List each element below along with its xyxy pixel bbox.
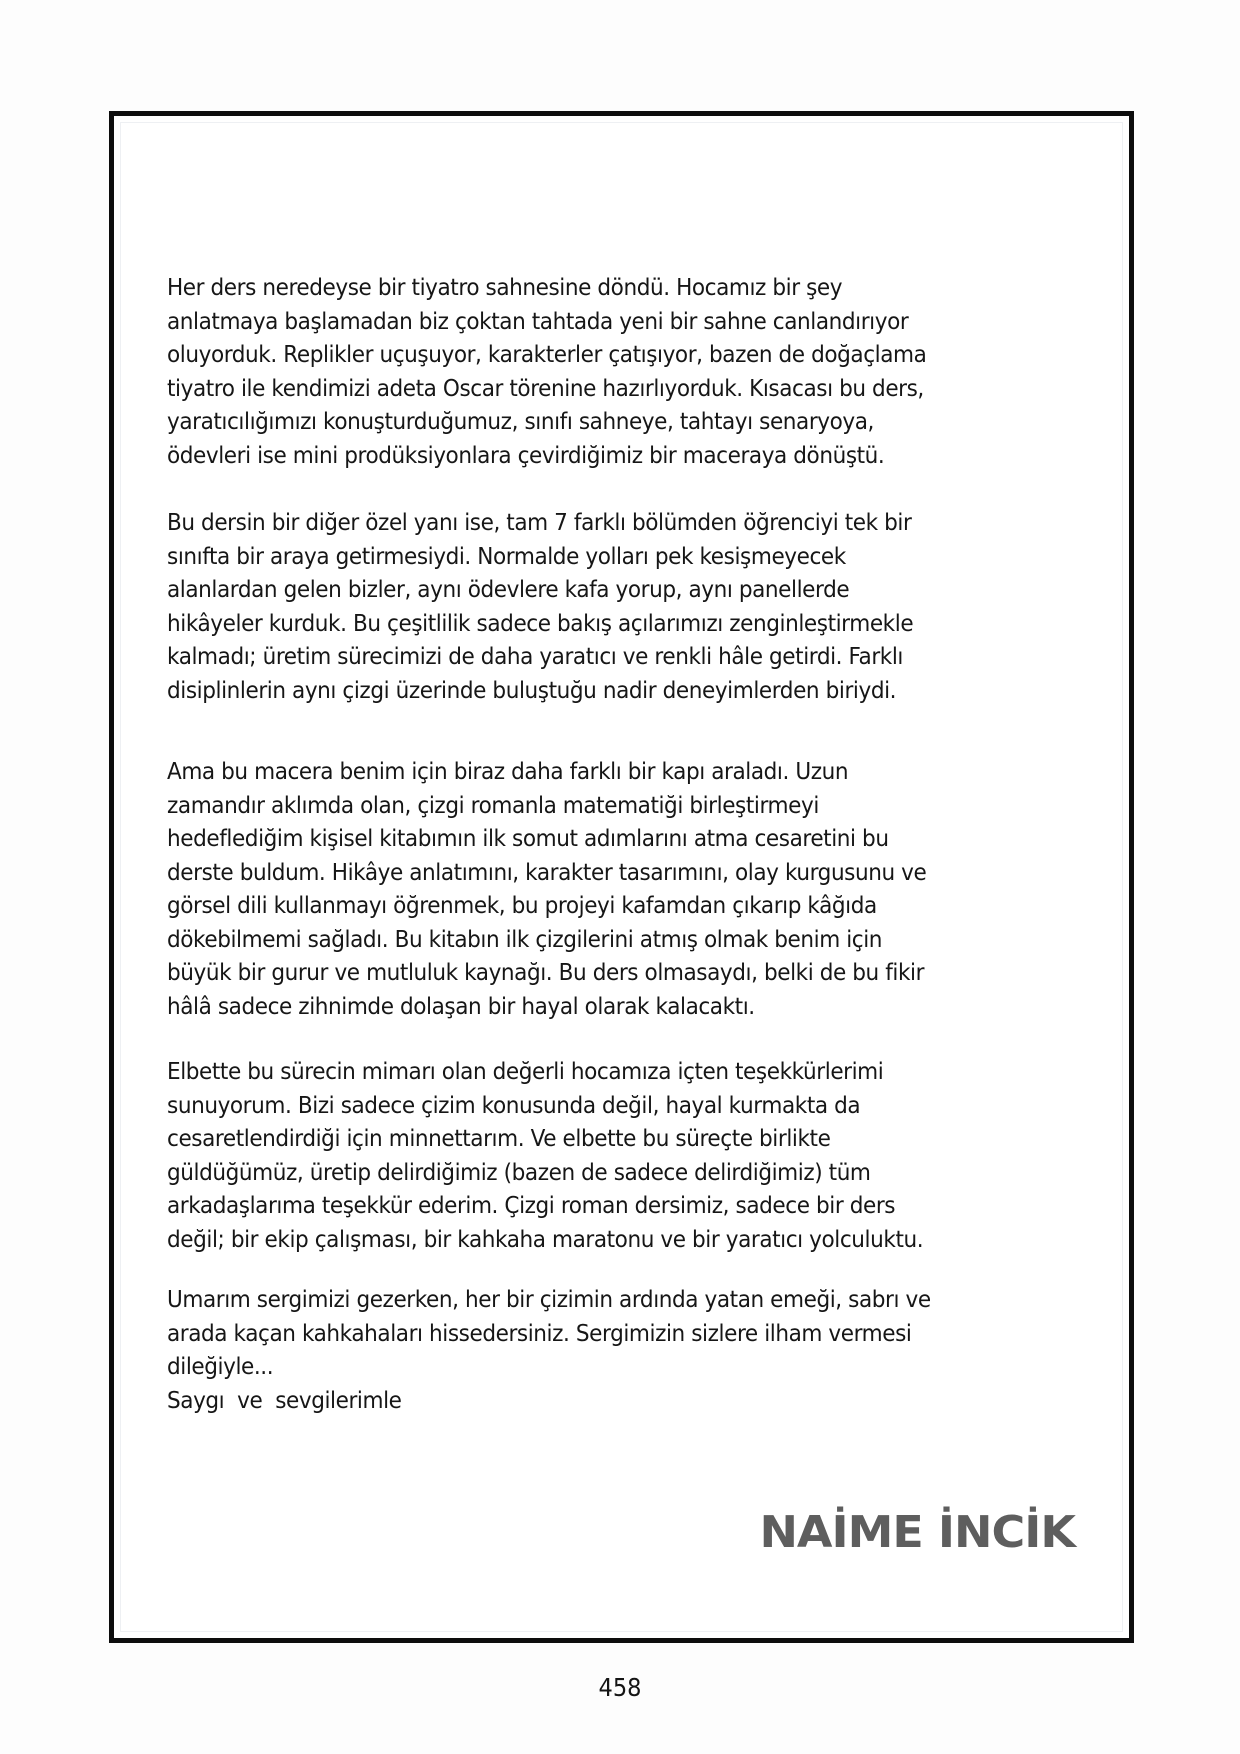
text-line: Ama bu macera benim için biraz daha farklı bir kapı araladı. Uzun [167,758,849,785]
text-line: sunuyorum. Bizi sadece çizim konusunda değil, hayal kurmakta da [167,1091,861,1119]
page-number: 458 [598,1673,642,1702]
text-line: görsel dili kullanmayı öğrenmek, bu projeyi kafamdan çıkarıp kâğıda [167,892,877,919]
text-line: Her ders neredeyse bir tiyatro sahnesine döndü. Hocamız bir şey [167,274,843,301]
text-line: kalmadı; üretim sürecimizi de daha yaratıcı ve renkli hâle getirdi. Farklı [167,643,904,670]
text-line: cesaretlendirdiği için minnettarım. Ve elbette bu süreçte birlikte [167,1125,831,1152]
text-line: sınıfta bir araya getirmesiydi. Normalde yolları pek kesişmeyecek [167,542,846,570]
closing-salutation: Saygı ve sevgilerimle [167,1386,402,1414]
text-line: Umarım sergimizi gezerken, her bir çizimin ardında yatan emeği, sabrı ve [167,1286,931,1313]
paragraph-2 [167,506,1032,707]
text-line: disiplinlerin aynı çizgi üzerinde buluştuğu nadir deneyimlerden biriydi. [167,676,897,704]
text-line: derste buldum. Hikâye anlatımını, karakter tasarımını, olay kurgusunu ve [167,858,927,886]
text-line: hâlâ sadece zihnimde dolaşan bir hayal olarak kalacaktı. [167,992,755,1020]
text-line: dökebilmemi sağladı. Bu kitabın ilk çizgilerini atmış olmak benim için [167,925,883,953]
paragraph-5 [167,1283,1032,1417]
paragraph-1 [167,271,1032,472]
text-line: hedeflediğim kişisel kitabımın ilk somut adımlarını atma cesaretini bu [167,825,889,852]
paragraph-3 [167,755,1032,1023]
text-line: yaratıcılığımızı konuşturduğumuz, sınıfı sahneye, tahtayı senaryoya, [167,408,874,435]
author-signature: NAİME İNCİK [759,1506,1075,1558]
text-line: arkadaşlarıma teşekkür ederim. Çizgi roman dersimiz, sadece bir ders [167,1192,896,1219]
paragraph-4 [167,1055,1032,1256]
text-line: hikâyeler kurduk. Bu çeşitlilik sadece bakış açılarımızı zenginleştirmekle [167,609,914,637]
text-line: alanlardan gelen bizler, aynı ödevlere kafa yorup, aynı panellerde [167,576,850,603]
text-line: büyük bir gurur ve mutluluk kaynağı. Bu ders olmasaydı, belki de bu fikir [167,959,925,986]
text-line: Bu dersin bir diğer özel yanı ise, tam 7 farklı bölümden öğrenciyi tek bir [167,509,912,536]
text-line: ödevleri ise mini prodüksiyonlara çevirdiğimiz bir maceraya dönüştü. [167,441,885,469]
text-line: arada kaçan kahkahaları hissedersiniz. Sergimizin sizlere ilham vermesi [167,1319,912,1347]
text-line: Elbette bu sürecin mimarı olan değerli hocamıza içten teşekkürlerimi [167,1058,884,1085]
text-line: güldüğümüz, üretip delirdiğimiz (bazen de sadece delirdiğimiz) tüm [167,1158,871,1186]
text-line: dileğiyle... [167,1353,274,1380]
text-line: tiyatro ile kendimizi adeta Oscar törenine hazırlıyorduk. Kısacası bu ders, [167,374,924,402]
text-line: değil; bir ekip çalışması, bir kahkaha maratonu ve bir yaratıcı yolculuktu. [167,1225,924,1253]
text-line: oluyorduk. Replikler uçuşuyor, karakterler çatışıyor, bazen de doğaçlama [167,341,927,368]
text-line: zamandır aklımda olan, çizgi romanla matematiği birleştirmeyi [167,791,819,819]
text-line: anlatmaya başlamadan biz çoktan tahtada yeni bir sahne canlandırıyor [167,307,909,335]
